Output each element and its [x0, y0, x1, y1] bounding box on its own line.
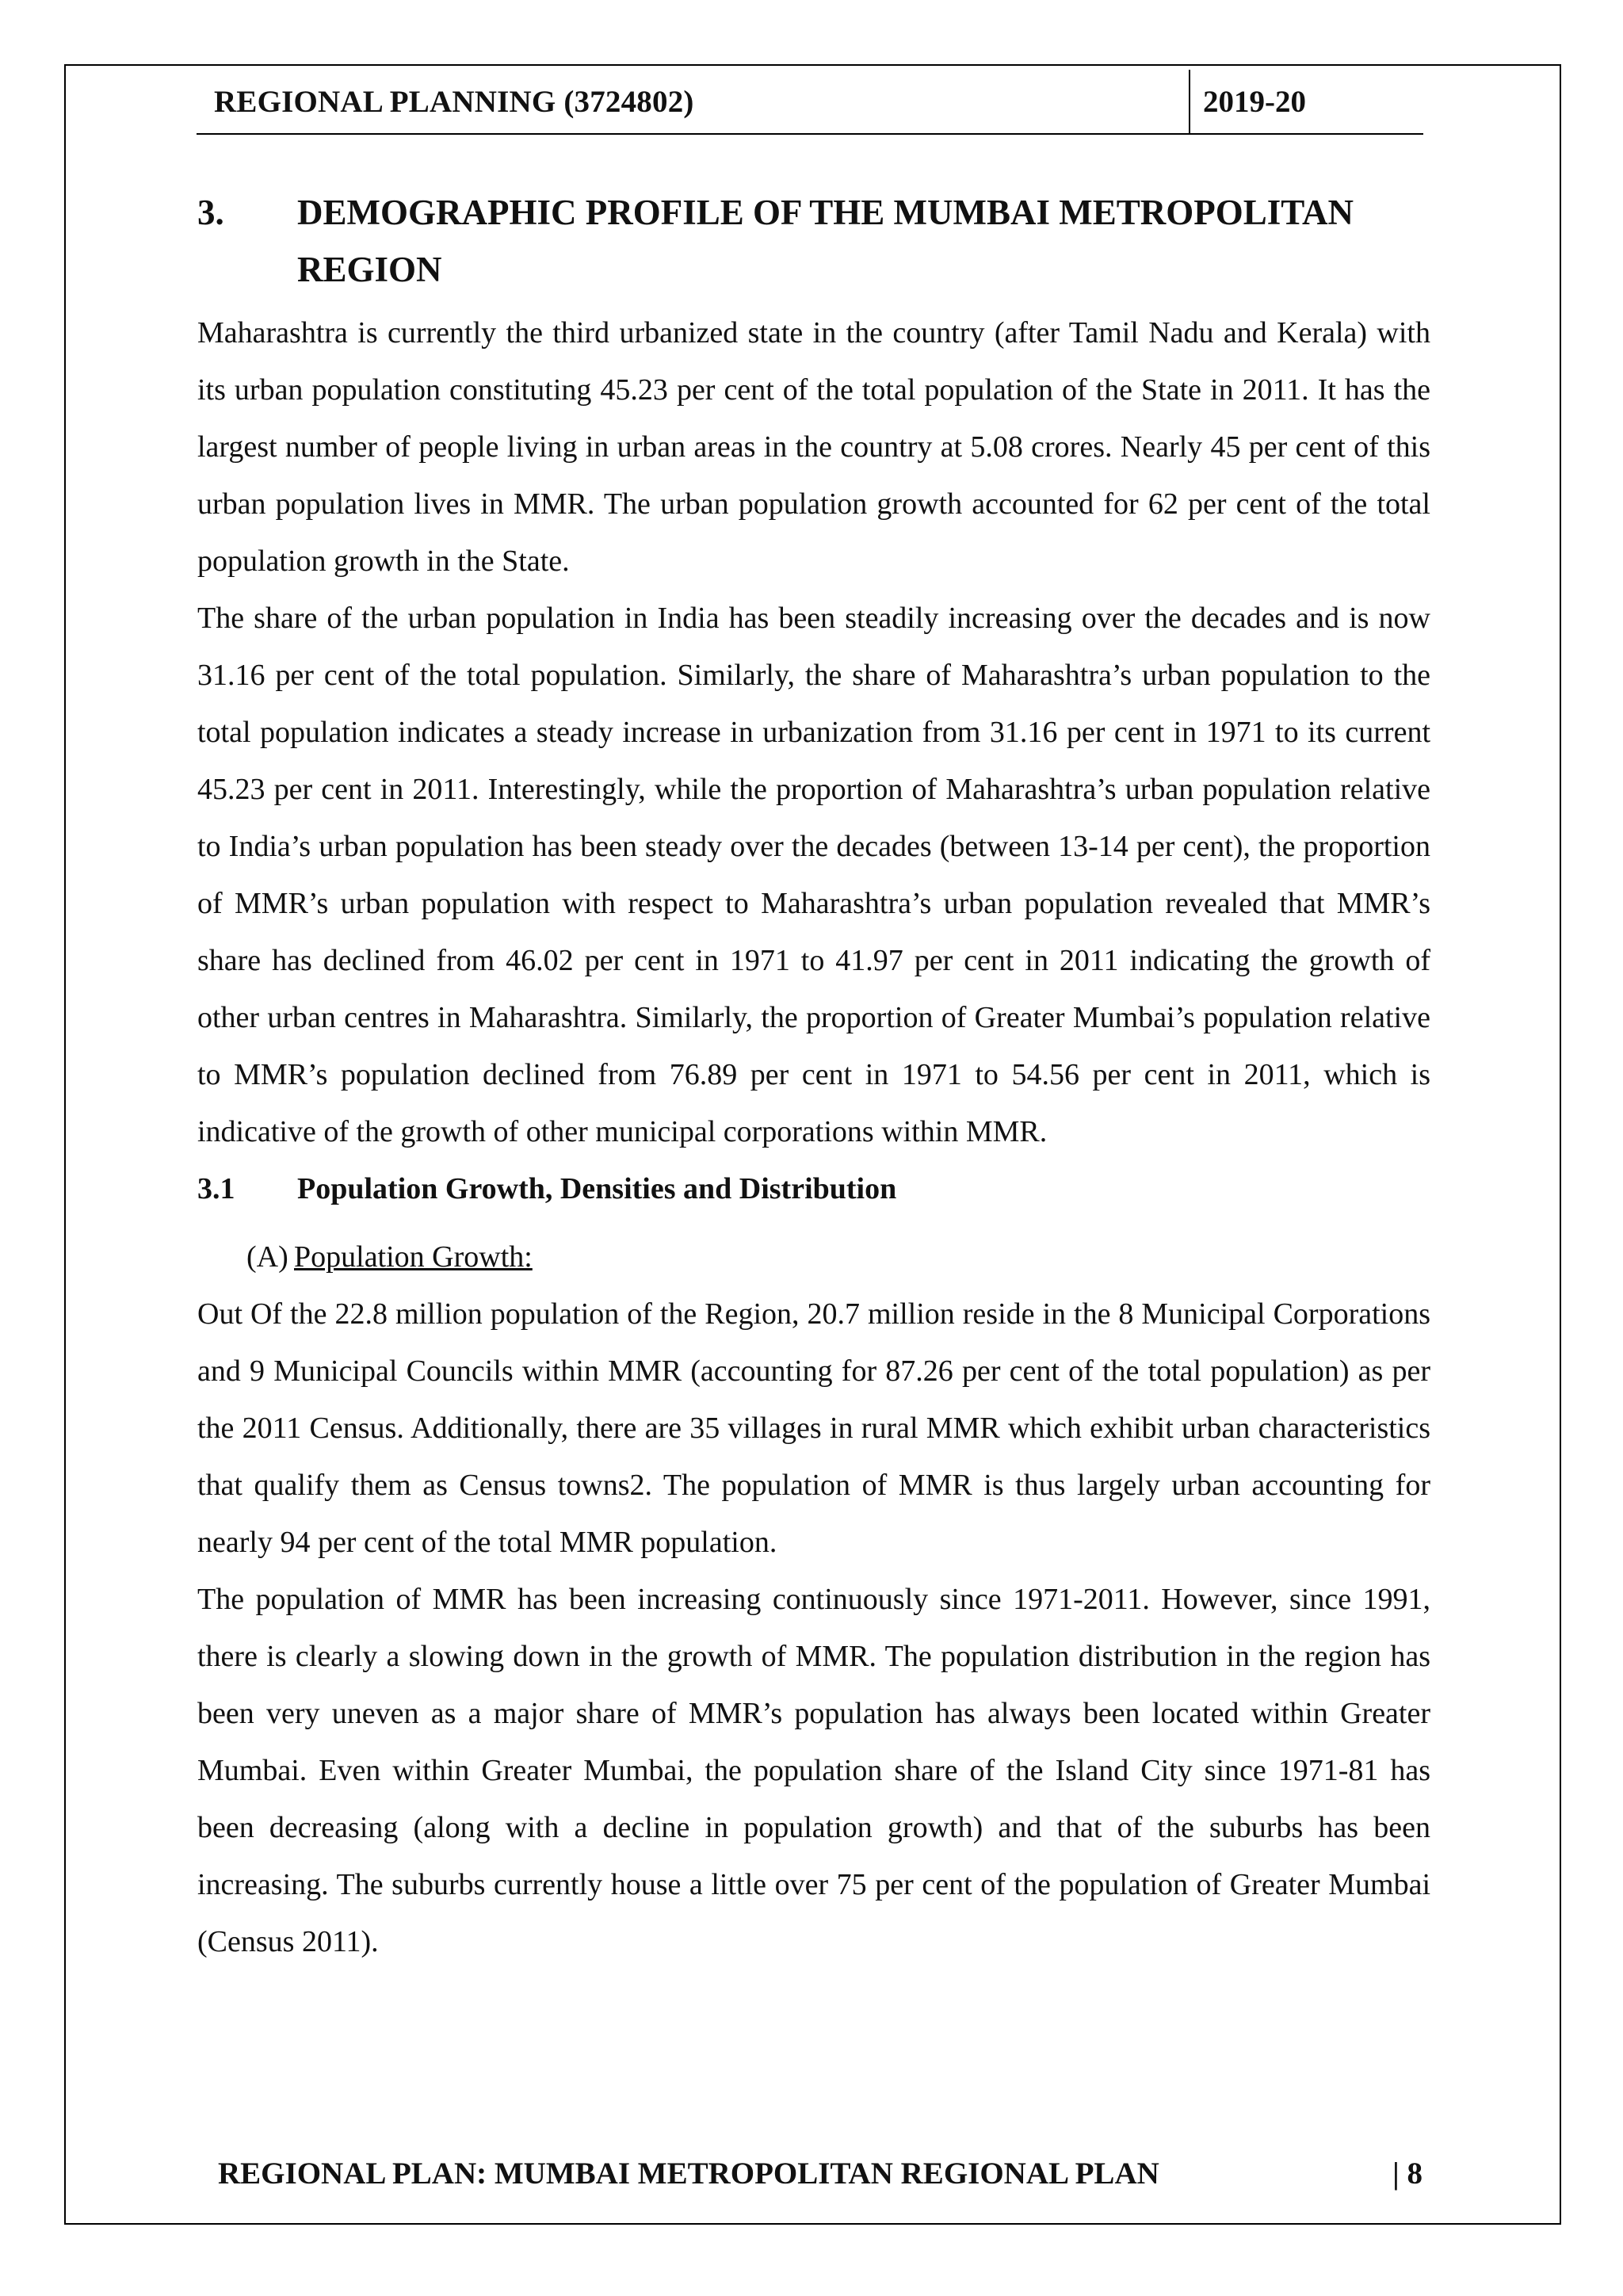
chapter-title: DEMOGRAPHIC PROFILE OF THE MUMBAI METROPOLITAN REGION	[297, 193, 1354, 289]
subsection-marker: (A)	[246, 1240, 288, 1274]
header-year: 2019-20	[1203, 85, 1306, 119]
footer-title: REGIONAL PLAN: MUMBAI METROPOLITAN REGIONAL PLAN	[218, 2157, 1159, 2191]
intro-paragraph: Maharashtra is currently the third urbanized state in the country (after Tamil Nadu and Kerala) with its urban population constituting 45.23 per cent of the total population of the State in 2011. It has the largest number of people living in urban areas in the country at 5.08 crores. Nearly 45 per cent of this urban population lives in MMR. The urban population growth accounted for 62 per cent of the total population growth in the State.	[197, 316, 1430, 578]
population-growth-paragraph: Out Of the 22.8 million population of the Region, 20.7 million reside in the 8 Municipal Corporations and 9 Municipal Councils within MMR (accounting for 87.26 per cent of the total population) as per the 2011 Census. Additionally, there are 35 villages in rural MMR which exhibit urban characteristics that qualify them as Census towns2. The population of MMR is thus largely urban accounting for nearly 94 per cent of the total MMR population.	[197, 1297, 1430, 1559]
page-header	[197, 70, 1423, 135]
chapter-heading	[197, 184, 1430, 298]
section-title: Population Growth, Densities and Distribution	[297, 1172, 897, 1205]
subsection-title: Population Growth:	[294, 1240, 533, 1274]
header-course-title: REGIONAL PLANNING (3724802)	[214, 85, 694, 119]
chapter-number: 3.	[197, 193, 224, 232]
section-heading	[197, 1160, 1430, 1217]
urban-share-paragraph: The share of the urban population in India has been steadily increasing over the decades and is now 31.16 per cent of the total population. Similarly, the share of Maharashtra’s urban population to the total population indicates a steady increase in urbanization from 31.16 per cent in 1971 to its current 45.23 per cent in 2011. Interestingly, while the proportion of Maharashtra’s urban population relative to India’s urban population has been steady over the decades (between 13-14 per cent), the proportion of MMR’s urban population with respect to Maharashtra’s urban population revealed that MMR’s share has declined from 46.02 per cent in 1971 to 41.97 per cent in 2011 indicating the growth of other urban centres in Maharashtra. Similarly, the proportion of Greater Mumbai’s population relative to MMR’s population declined from 76.89 per cent in 1971 to 54.56 per cent in 2011, which is indicative of the growth of other municipal corporations within MMR.	[197, 602, 1430, 1148]
page-content	[197, 184, 1430, 1970]
header-divider	[1189, 70, 1190, 135]
subsection-heading	[197, 1228, 1430, 1286]
page-number: | 8	[1392, 2157, 1423, 2191]
population-distribution-paragraph: The population of MMR has been increasing continuously since 1971-2011. However, since 1991, there is clearly a slowing down in the growth of MMR. The population distribution in the region has been very uneven as a major share of MMR’s population has always been located within Greater Mumbai. Even within Greater Mumbai, the population share of the Island City since 1971-81 has been decreasing (along with a decline in population growth) and that of the suburbs has been increasing. The suburbs currently house a little over 75 per cent of the population of Greater Mumbai (Census 2011).	[197, 1583, 1430, 1958]
section-number: 3.1	[197, 1172, 235, 1205]
